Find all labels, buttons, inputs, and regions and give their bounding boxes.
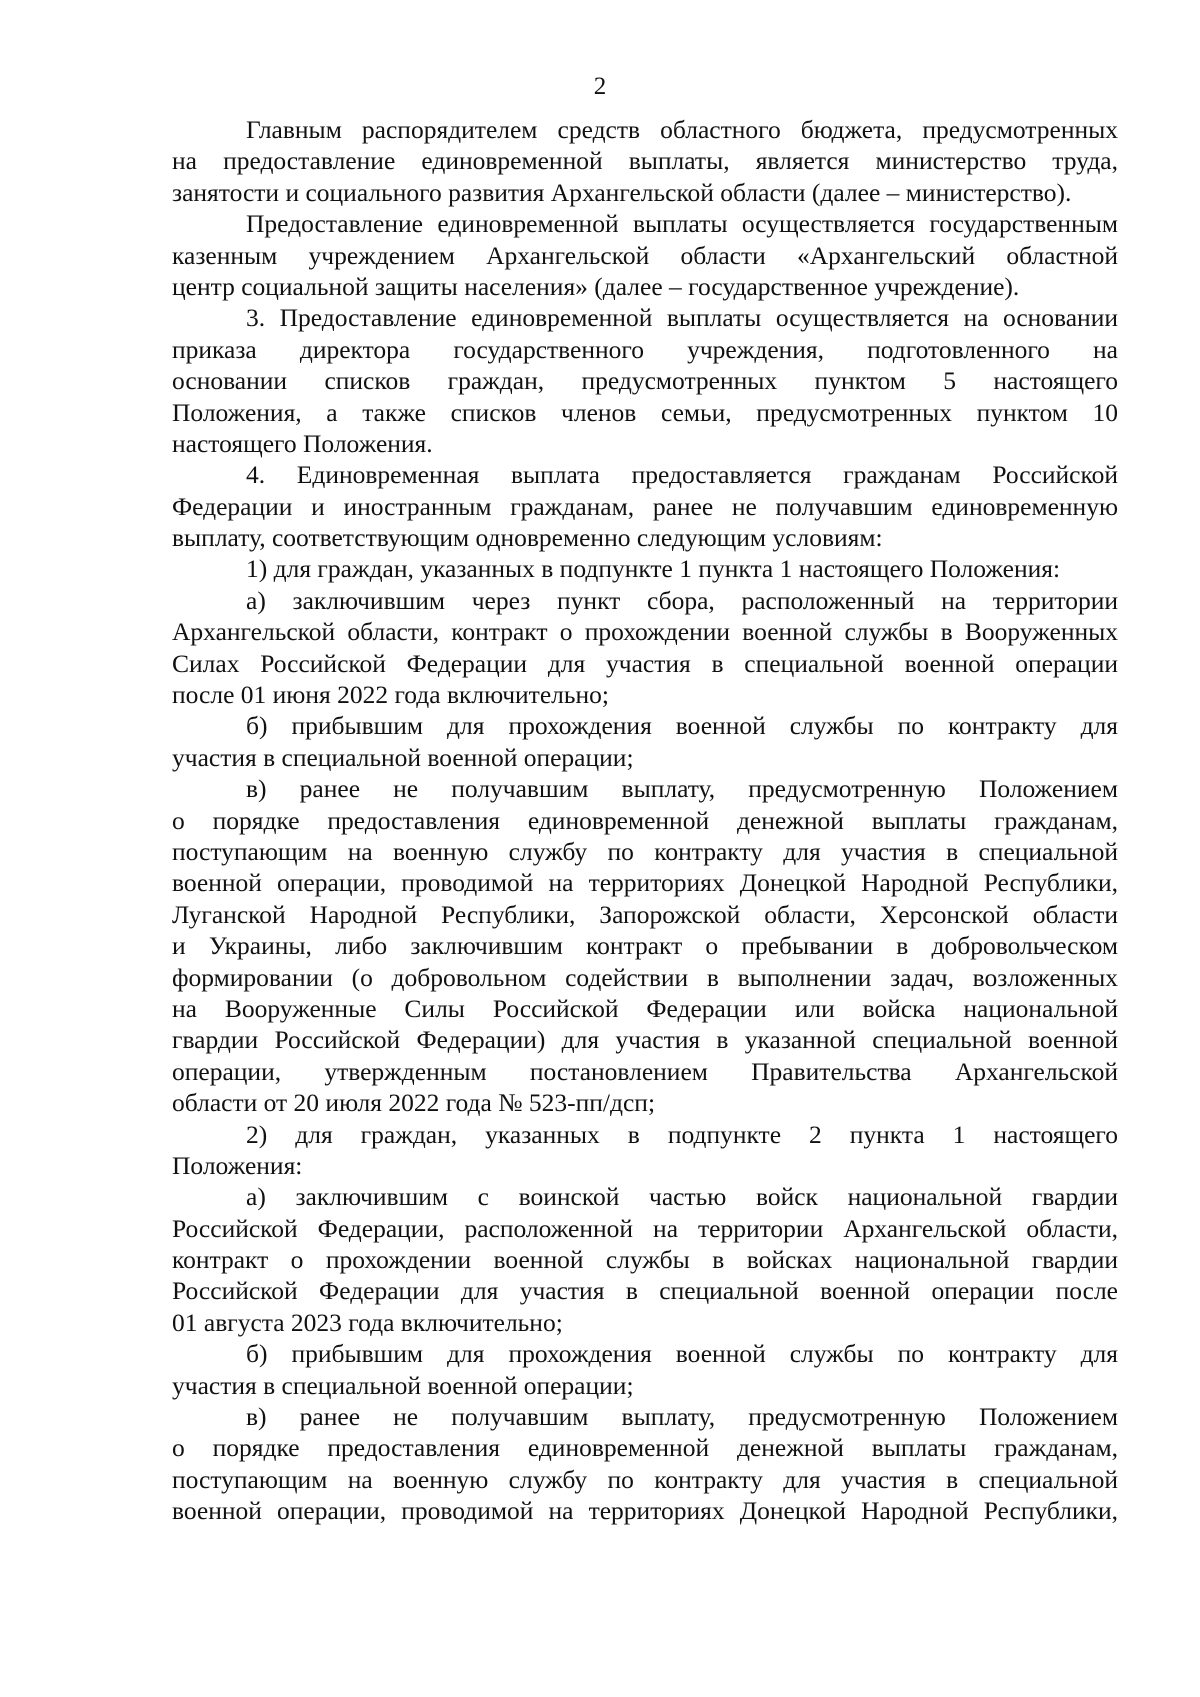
- text-line: Главным распорядителем средств областного бюджета, предусмотренных: [246, 115, 1118, 144]
- text-line: Предоставление единовременной выплаты осуществляется государственным: [246, 209, 1118, 239]
- text-line: после 01 июня 2022 года включительно;: [172, 680, 609, 710]
- text-line: занятости и социального развития Архангельской области (далее – министерство).: [172, 177, 1072, 207]
- text-line: выплату, соответствующим одновременно следующим условиям:: [172, 523, 883, 553]
- text-line: Российской Федерации, расположенной на территории Архангельской области,: [172, 1213, 1118, 1243]
- text-line: Архангельской области, контракт о прохождении военной службы в Вооруженных: [172, 617, 1118, 647]
- text-line: Федерации и иностранным гражданам, ранее не получавшим единовременную: [172, 491, 1118, 521]
- text-line: приказа директора государственного учреждения, подготовленного на: [172, 334, 1118, 364]
- text-line: настоящего Положения.: [172, 428, 433, 458]
- text-line: области от 20 июля 2022 года № 523-пп/дсп;: [172, 1088, 656, 1118]
- text-line: 4. Единовременная выплата предоставляется гражданам Российской: [246, 460, 1118, 490]
- text-line: операции, утвержденным постановлением Правительства Архангельской: [172, 1056, 1118, 1086]
- text-line: Российской Федерации для участия в специальной военной операции после: [172, 1276, 1118, 1306]
- text-line: контракт о прохождении военной службы в войсках национальной гвардии: [172, 1245, 1118, 1275]
- text-line: поступающим на военную службу по контракту для участия в специальной: [172, 836, 1118, 866]
- text-line: участия в специальной военной операции;: [172, 742, 634, 772]
- text-line: на Вооруженные Силы Российской Федерации или войска национальной: [172, 993, 1118, 1023]
- text-line: Положения:: [172, 1150, 303, 1180]
- document-body: [172, 114, 1118, 1527]
- text-line: основании списков граждан, предусмотренных пунктом 5 настоящего: [172, 366, 1118, 396]
- text-line: 2) для граждан, указанных в подпункте 2 пункта 1 настоящего: [246, 1119, 1118, 1149]
- text-line: Силах Российской Федерации для участия в специальной военной операции: [172, 648, 1118, 678]
- text-line: 1) для граждан, указанных в подпункте 1 пункта 1 настоящего Положения:: [246, 554, 1061, 584]
- text-line: и Украины, либо заключившим контракт о пребывании в добровольческом: [172, 931, 1118, 961]
- text-line: участия в специальной военной операции;: [172, 1370, 634, 1400]
- text-line: центр социальной защиты населения» (далее – государственное учреждение).: [172, 271, 1020, 301]
- text-line: в) ранее не получавшим выплату, предусмотренную Положением: [246, 1402, 1118, 1432]
- text-line: о порядке предоставления единовременной денежной выплаты гражданам,: [172, 805, 1118, 835]
- text-line: военной операции, проводимой на территориях Донецкой Народной Республики,: [172, 1496, 1118, 1526]
- text-line: формировании (о добровольном содействии в выполнении задач, возложенных: [172, 962, 1118, 992]
- text-line: о порядке предоставления единовременной денежной выплаты гражданам,: [172, 1433, 1118, 1463]
- text-line: военной операции, проводимой на территориях Донецкой Народной Республики,: [172, 868, 1118, 898]
- text-line: 3. Предоставление единовременной выплаты осуществляется на основании: [246, 303, 1118, 333]
- text-line: Луганской Народной Республики, Запорожской области, Херсонской области: [172, 899, 1118, 929]
- text-line: а) заключившим через пункт сбора, расположенный на территории: [246, 585, 1118, 615]
- text-line: Положения, а также списков членов семьи, предусмотренных пунктом 10: [172, 397, 1118, 427]
- text-line: б) прибывшим для прохождения военной службы по контракту для: [246, 711, 1118, 741]
- text-line: в) ранее не получавшим выплату, предусмотренную Положением: [246, 774, 1118, 804]
- text-line: 01 августа 2023 года включительно;: [172, 1307, 563, 1337]
- text-line: б) прибывшим для прохождения военной службы по контракту для: [246, 1339, 1118, 1369]
- text-line: поступающим на военную службу по контракту для участия в специальной: [172, 1464, 1118, 1494]
- text-line: гвардии Российской Федерации) для участия в указанной специальной военной: [172, 1025, 1118, 1055]
- text-line: на предоставление единовременной выплаты, является министерство труда,: [172, 146, 1118, 176]
- page-number: 2: [593, 73, 607, 100]
- text-line: казенным учреждением Архангельской области «Архангельский областной: [172, 240, 1118, 270]
- text-line: а) заключившим с воинской частью войск национальной гвардии: [246, 1182, 1118, 1212]
